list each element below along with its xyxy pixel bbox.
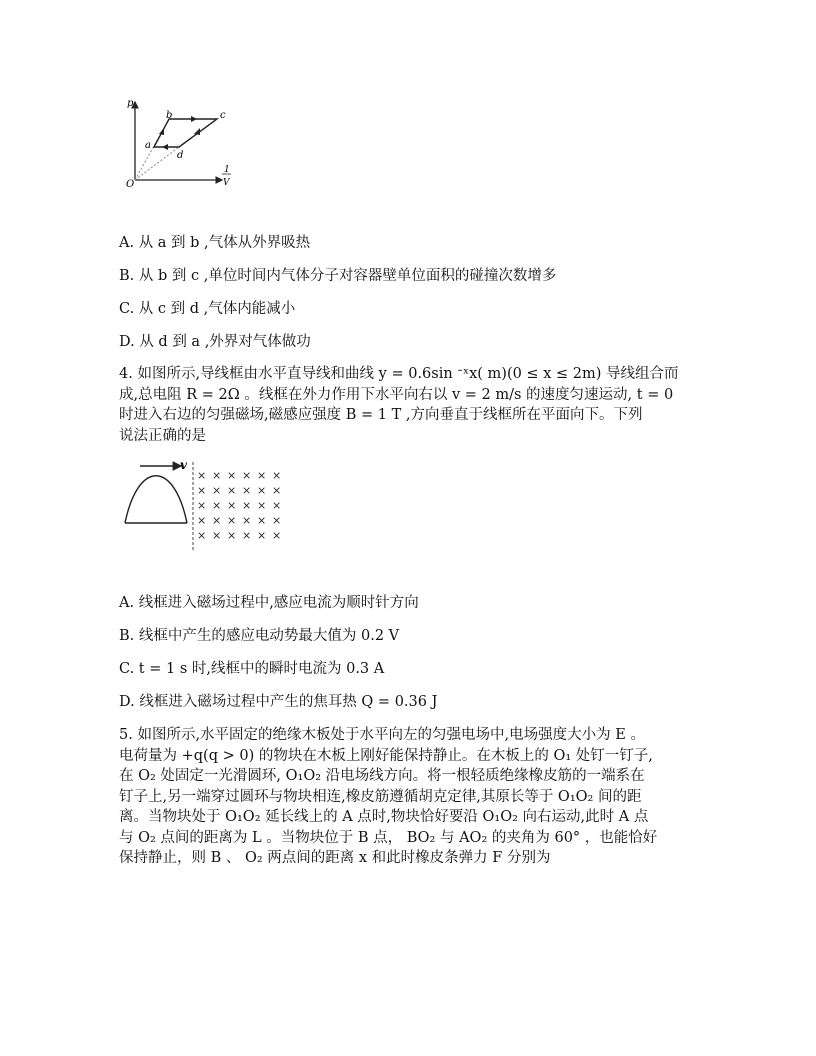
field-cross: × — [242, 484, 252, 497]
field-cross: × — [197, 484, 207, 497]
q4-option-d: D. 线框进入磁场过程中产生的焦耳热 Q = 0.36 J — [119, 694, 438, 710]
inv-v-den: V — [223, 178, 230, 188]
field-cross: × — [197, 529, 207, 542]
field-cross: × — [242, 499, 252, 512]
q5-line-1: 5. 如图所示,水平固定的绝缘木板处于水平向左的匀强电场中,电场强度大小为 E 。 — [119, 727, 645, 743]
arrow-cd — [194, 128, 200, 135]
field-cross: × — [272, 514, 282, 527]
field-cross: × — [227, 484, 237, 497]
field-cross: × — [257, 484, 267, 497]
q3-option-a: A. 从 a 到 b ,气体从外界吸热 — [119, 235, 311, 251]
q4-line-1: 4. 如图所示,导线框由水平直导线和曲线 y = 0.6sin ᐨˣx( m)(0 ≤ x ≤ 2m) 导线组合而 — [119, 366, 679, 382]
field-cross: × — [272, 499, 282, 512]
field-cross: × — [197, 499, 207, 512]
p-label: p — [127, 98, 134, 109]
field-cross: × — [227, 529, 237, 542]
field-cross: × — [212, 529, 222, 542]
q3-option-c: C. 从 c 到 d ,气体内能减小 — [119, 301, 296, 317]
velocity-label: v — [180, 460, 187, 472]
field-cross: × — [272, 469, 282, 482]
arrow-da — [162, 144, 168, 150]
field-cross: × — [257, 529, 267, 542]
q4-stem — [119, 364, 699, 446]
field-cross: × — [197, 514, 207, 527]
q3-option-d: D. 从 d 到 a ,外界对气体做功 — [119, 334, 311, 350]
q3-option-b: B. 从 b 到 c ,单位时间内气体分子对容器壁单位面积的碰撞次数增多 — [119, 268, 557, 284]
field-cross: × — [212, 514, 222, 527]
q5-line-5: 离。当物块处于 O₁O₂ 延长线上的 A 点时,物块恰好要沿 O₁O₂ 向右运动,此时 A 点 — [119, 809, 649, 825]
field-cross: × — [272, 529, 282, 542]
field-cross: × — [212, 484, 222, 497]
q5-line-4: 钉子上,另一端穿过圆环与物块相连,橡皮筋遵循胡克定律,其原长等于 O₁O₂ 间的距 — [119, 788, 642, 805]
field-cross: × — [227, 469, 237, 482]
field-crosses — [197, 469, 281, 542]
q4-option-b: B. 线框中产生的感应电动势最大值为 0.2 V — [119, 628, 400, 644]
origin-label: O — [126, 179, 135, 190]
field-cross: × — [212, 499, 222, 512]
field-cross: × — [272, 484, 282, 497]
field-cross: × — [257, 514, 267, 527]
point-a-label: a — [145, 140, 151, 151]
q4-line-4: 说法正确的是 — [119, 427, 206, 444]
field-cross: × — [227, 499, 237, 512]
field-cross: × — [257, 499, 267, 512]
q5-line-7: 保持静止，则 B 、 O₂ 两点间的距离 x 和此时橡皮条弹力 F 分别为 — [119, 850, 551, 866]
point-d-label: d — [177, 150, 184, 161]
field-cross: × — [212, 469, 222, 482]
field-cross: × — [242, 514, 252, 527]
dashed-line-od — [135, 147, 179, 180]
field-cross: × — [227, 514, 237, 527]
q4-line-3: 时进入右边的匀强磁场,磁感应强度 B = 1 T ,方向垂直于线框所在平面向下。下列 — [119, 407, 643, 423]
q5-line-6: 与 O₂ 点间的距离为 L 。当物块位于 B 点， BO₂ 与 AO₂ 的夹角为 60° ，也能恰好 — [119, 829, 658, 846]
field-cross: × — [197, 469, 207, 482]
q5-line-2: 电荷量为 +q(q > 0) 的物块在木板上刚好能保持静止。在木板上的 O₁ 处钉一钉子, — [119, 747, 653, 764]
q5-stem — [119, 725, 699, 869]
frame-curve — [125, 476, 187, 523]
q4-option-a: A. 线框进入磁场过程中,感应电流为顺时针方向 — [119, 595, 419, 611]
arrow-ab — [159, 128, 164, 135]
q4-line-2: 成,总电阻 R = 2Ω 。线框在外力作用下水平向右以 v = 2 m/s 的速度匀速运动, t = 0 — [119, 386, 674, 403]
field-diagram — [118, 460, 298, 552]
q5-line-3: 在 O₂ 处固定一光滑圆环, O₁O₂ 沿电场线方向。将一根轻质绝缘橡皮筋的一端系在 — [119, 768, 645, 784]
point-b-label: b — [166, 110, 173, 121]
q4-option-c: C. t = 1 s 时,线框中的瞬时电流为 0.3 A — [119, 661, 385, 677]
field-cross: × — [242, 529, 252, 542]
field-cross: × — [257, 469, 267, 482]
field-cross: × — [242, 469, 252, 482]
inv-v-num: 1 — [224, 165, 230, 175]
point-c-label: c — [220, 110, 226, 121]
arrow-bc — [191, 116, 197, 122]
pv-diagram — [118, 96, 238, 192]
